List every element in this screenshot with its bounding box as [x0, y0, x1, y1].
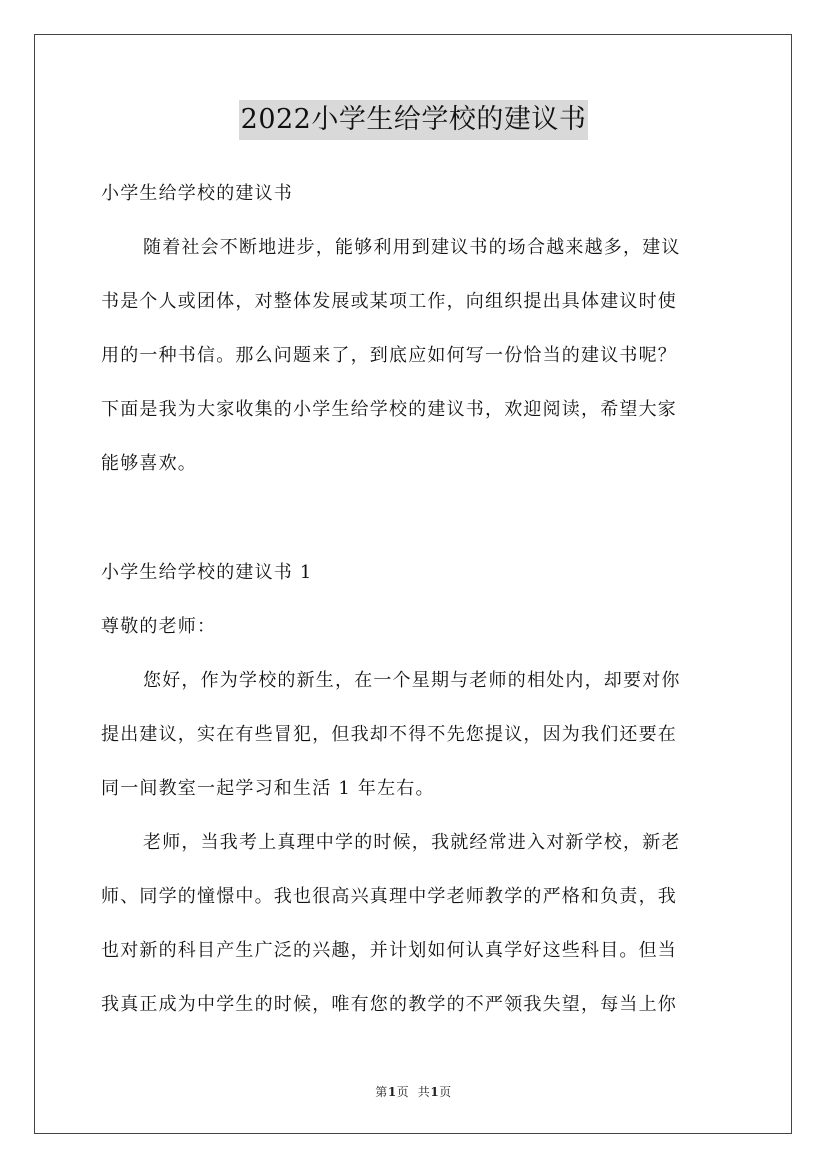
intro-line: 下面是我为大家收集的小学生给学校的建议书，欢迎阅读，希望大家 — [101, 399, 677, 420]
paragraph-line: 您好，作为学校的新生，在一个星期与老师的相处内，却要对你 — [143, 670, 681, 691]
intro-line: 用的一种书信。那么问题来了，到底应如何写一份恰当的建议书呢？ — [101, 345, 677, 366]
salutation: 尊敬的老师： — [101, 616, 217, 637]
intro-line: 能够喜欢。 — [101, 453, 197, 474]
page-footer — [0, 1083, 827, 1100]
paragraph-line: 也对新的科目产生广泛的兴趣，并计划如何认真学好这些科目。但当 — [101, 940, 677, 961]
paragraph-line: 同一间教室一起学习和生活 1 年左右。 — [101, 778, 435, 799]
paragraph-line: 提出建议，实在有些冒犯，但我却不得不先您提议，因为我们还要在 — [101, 724, 677, 745]
subtitle: 小学生给学校的建议书 — [101, 183, 293, 204]
page-label-suffix: 页 — [439, 1085, 452, 1099]
page-current-number: 1 — [387, 1085, 397, 1099]
page-total-number: 1 — [430, 1085, 440, 1099]
paragraph-line: 我真正成为中学生的时候，唯有您的教学的不严领我失望，每当上你 — [101, 994, 677, 1015]
intro-line: 随着社会不断地进步，能够利用到建议书的场合越来越多，建议 — [143, 237, 681, 258]
section-heading: 小学生给学校的建议书 1 — [101, 562, 313, 583]
page-label-prefix: 第 — [375, 1085, 388, 1099]
page-label-mid: 页 共 — [396, 1085, 431, 1099]
paragraph-line: 老师，当我考上真理中学的时候，我就经常进入对新学校，新老 — [143, 832, 681, 853]
paragraph-line: 师、同学的憧憬中。我也很高兴真理中学老师教学的严格和负责，我 — [101, 886, 677, 907]
title-container — [0, 100, 827, 140]
intro-line: 书是个人或团体，对整体发展或某项工作，向组织提出具体建议时使 — [101, 291, 677, 312]
document-title: 2022小学生给学校的建议书 — [239, 100, 589, 140]
